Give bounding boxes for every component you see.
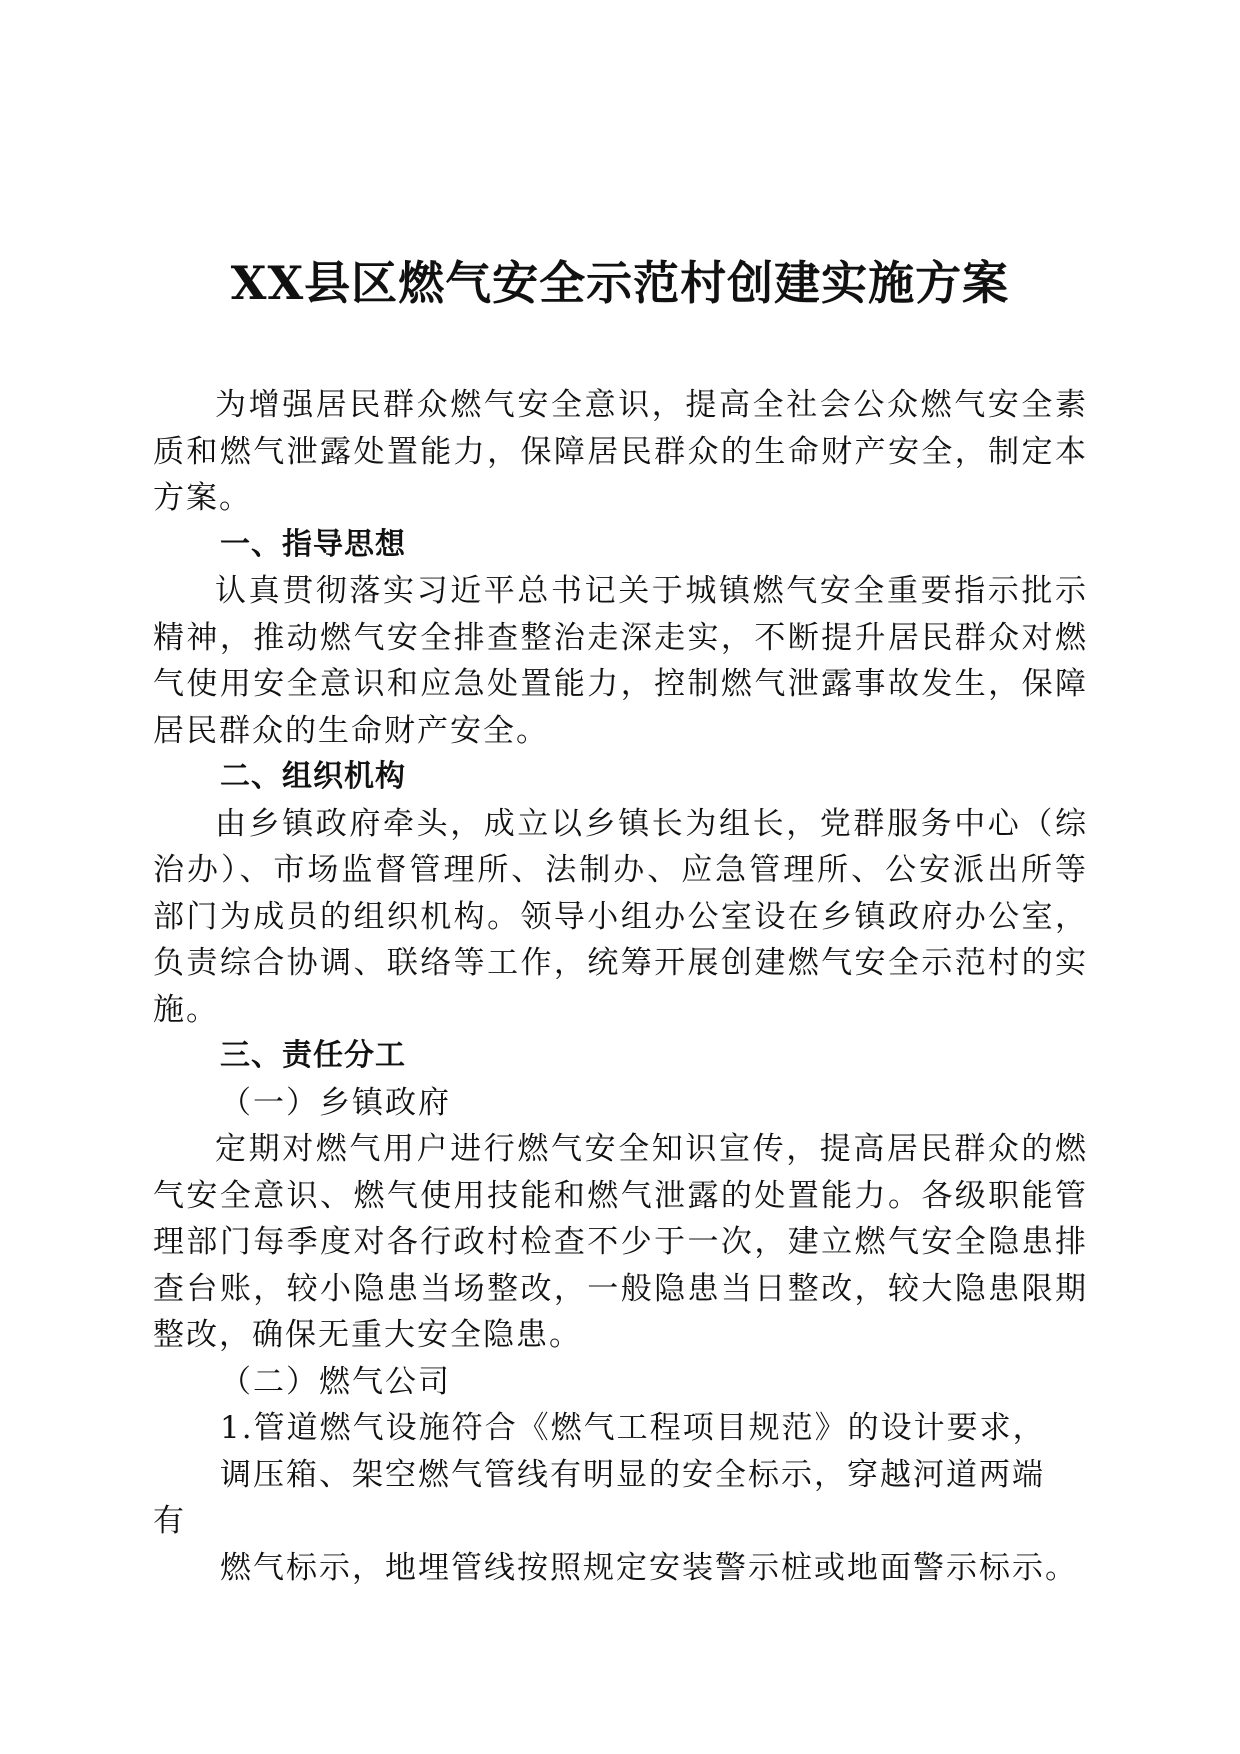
subsection-heading-gas-company: （二）燃气公司: [220, 1363, 451, 1400]
section-paragraph-organization: 由乡镇政府牵头，成立以乡镇长为组长，党群服务中心（综治办）、市场监督管理所、法制办、应急管理所、公安派出所等部门为成员的组织机构。领导小组办公室设在乡镇政府办公室，负责综合协调、联络等工作，统筹开展创建燃气安全示范村的实施。: [153, 805, 1088, 1028]
gas-company-line-3: 燃气标示，地埋管线按照规定安装警示桩或地面警示标示。: [220, 1549, 1078, 1586]
section-paragraph-guiding-ideology: 认真贯彻落实习近平总书记关于城镇燃气安全重要指示批示精神，推动燃气安全排查整治走深走实，不断提升居民群众对燃气使用安全意识和应急处置能力，控制燃气泄露事故发生，保障居民群众的生命财产安全。: [153, 573, 1088, 749]
subsection-paragraph-township-government: 定期对燃气用户进行燃气安全知识宣传，提高居民群众的燃气安全意识、燃气使用技能和燃气泄露的处置能力。各级职能管理部门每季度对各行政村检查不少于一次，建立燃气安全隐患排查台账，较小隐患当场整改，一般隐患当日整改，较大隐患限期整改，确保无重大安全隐患。: [153, 1131, 1088, 1353]
gas-company-line-2-wrap: 有: [153, 1503, 186, 1539]
subsection-heading-township-government: （一）乡镇政府: [220, 1084, 451, 1121]
section-heading-organization: 二、组织机构: [220, 759, 406, 794]
section-heading-responsibilities: 三、责任分工: [220, 1038, 406, 1073]
gas-company-item-1: 1.管道燃气设施符合《燃气工程项目规范》的设计要求，: [220, 1410, 1046, 1446]
gas-company-line-2: 调压箱、架空燃气管线有明显的安全标示，穿越河道两端: [220, 1456, 1045, 1493]
intro-paragraph: 为增强居民群众燃气安全意识，提高全社会公众燃气安全素质和燃气泄露处置能力，保障居民群众的生命财产安全，制定本方案。: [153, 387, 1088, 516]
section-heading-guiding-ideology: 一、指导思想: [220, 526, 406, 562]
document-body: [153, 382, 1088, 1591]
document-title: XX县区燃气安全示范村创建实施方案: [230, 256, 1010, 310]
